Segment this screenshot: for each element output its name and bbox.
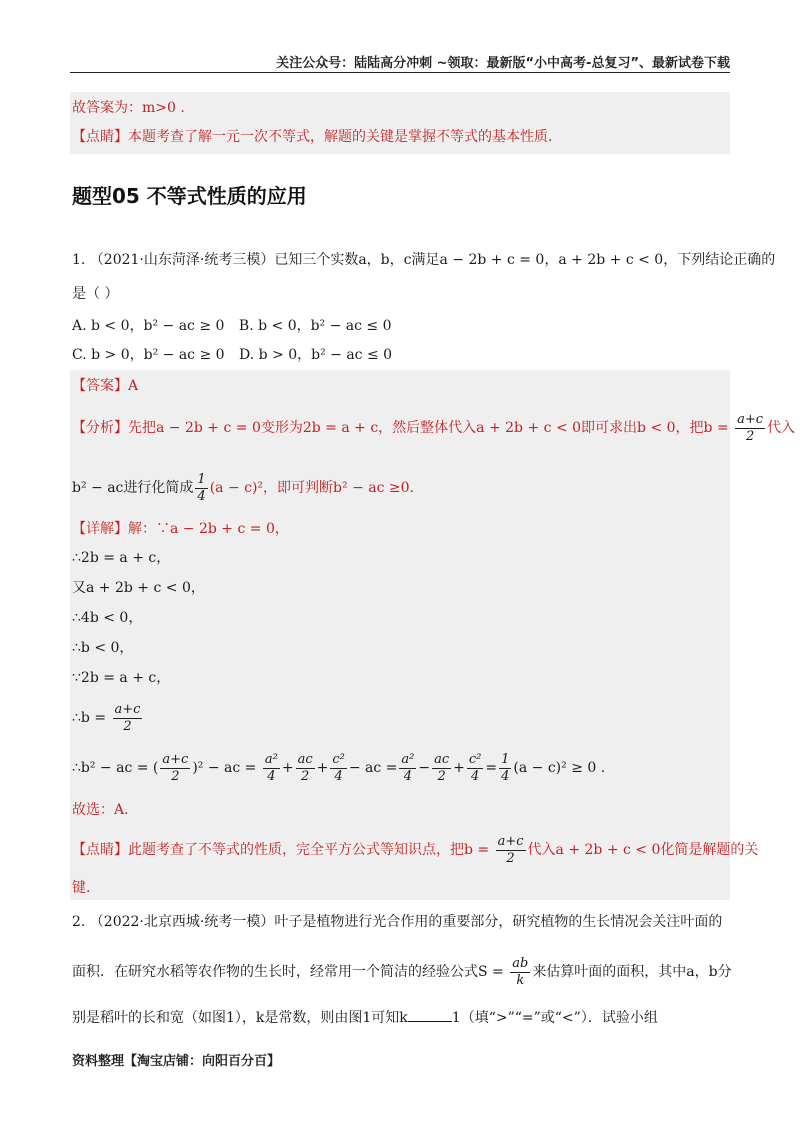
- q1-step-4: ∴b < 0，: [72, 640, 134, 656]
- frac-quarter-b: $\frac{1}{4}$: [501, 751, 510, 784]
- option-c: C. b > 0，b² − ac ≥ 0: [72, 347, 225, 363]
- section-title: 题型05 不等式性质的应用: [72, 184, 307, 208]
- fraction-b-value: $\frac{a+c}{2}$: [114, 701, 141, 734]
- frac-ac-2b: $\frac{ac}{2}$: [434, 751, 450, 784]
- previous-answer: 故答案为：m>0 .: [72, 100, 185, 116]
- fraction-ab-over-k: $\frac{ab}{k}$: [512, 955, 529, 988]
- fraction-a-plus-c-over-2: $\frac{a+c}{2}$: [737, 411, 764, 444]
- q1-options-cd: [72, 345, 730, 365]
- q2-line2-b: 来估算叶面的面积，其中a，b分: [532, 964, 732, 980]
- fraction-comment: $\frac{a+c}{2}$: [497, 833, 524, 866]
- analysis-text-end: 代入: [767, 420, 796, 436]
- q1-analysis-line2: [72, 468, 730, 508]
- analysis-text: 【分析】先把a − 2b + c = 0变形为2b = a + c，然后整体代入a + 2b + c < 0即可求出b < 0，把b =: [72, 420, 734, 436]
- q1-answer: 【答案】A: [72, 378, 139, 394]
- answer-blank[interactable]: [408, 1009, 452, 1022]
- step7-b: )² − ac =: [192, 760, 261, 776]
- frac-ac2: $\frac{a+c}{2}$: [162, 751, 189, 784]
- comment-text: 【点睛】此题考查了不等式的性质，完全平方公式等知识点，把b =: [72, 842, 494, 858]
- q1-options-ab: [72, 316, 730, 336]
- q1-choose: 故选：A.: [72, 802, 129, 818]
- q1-solution-block: [70, 370, 730, 900]
- frac-a2-4: $\frac{\text{a²}}{4}$: [264, 751, 278, 784]
- q2-line3-b: 1（填“>”“=”或“<”）．试验小组: [451, 1010, 658, 1026]
- header-rule: [70, 72, 730, 73]
- q1-analysis-line1: [72, 408, 796, 448]
- previous-comment: 【点睛】本题考查了解一元一次不等式，解题的关键是掌握不等式的基本性质．: [72, 129, 562, 145]
- q1-detail-head: 【详解】解：∵a − 2b + c = 0，: [72, 521, 289, 537]
- page-header: 关注公众号：陆陆高分冲刺 ~领取：最新版“小中高考-总复习”、最新试卷下载: [276, 56, 730, 71]
- q2-line3: [72, 1008, 730, 1028]
- frac-a2-4b: $\frac{\text{a²}}{4}$: [401, 751, 415, 784]
- q1-step-6: [72, 698, 730, 738]
- step7-c: (a − c)² ≥ 0 .: [513, 760, 606, 776]
- frac-c2-4b: $\frac{\text{c²}}{4}$: [468, 751, 482, 784]
- q1-comment-line2: 键.: [72, 880, 91, 896]
- q1-stem-cont: 是（ ）: [72, 286, 119, 302]
- analysis-text-2b: (a − c)²，即可判断b² − ac ≥0.: [209, 480, 414, 496]
- comment-text-end: 代入a + 2b + c < 0化简是解题的关: [527, 842, 759, 858]
- option-a: A. b < 0，b² − ac ≥ 0: [72, 318, 225, 334]
- analysis-text-2a: b² − ac进行化简成: [72, 480, 194, 496]
- q1-step-1: ∴2b = a + c，: [72, 550, 171, 566]
- page-footer: 资料整理【淘宝店铺：向阳百分百】: [72, 1054, 281, 1069]
- q1-stem: 1. （2021·山东菏泽·统考三模）已知三个实数a，b，c满足a − 2b + c = 0，a + 2b + c < 0，下列结论正确的: [72, 252, 776, 268]
- frac-ac-2: $\frac{ac}{2}$: [297, 751, 313, 784]
- step7-a: ∴b² − ac = (: [72, 760, 159, 776]
- step6-text: ∴b =: [72, 710, 111, 726]
- q2-line2: [72, 952, 730, 992]
- q1-step-2: 又a + 2b + c < 0，: [72, 580, 205, 596]
- q1-step-7: ∴b² − ac = ( $\frac{a+c}{2}$ )² − ac = $\frac{\text{a²}}{4}$ + $\frac{ac}{2}$ + $\frac{\text{c²}}{4}$ − ac = $\frac{\text{a²}}{4}$ − $\frac{ac}{2}$ + $\frac{\text{c²}}{4}$ = $\frac{1}{4}$ (a − c)² ≥ 0 .: [72, 751, 606, 784]
- q1-step-5: ∵2b = a + c，: [72, 670, 171, 686]
- frac-c2-4: $\frac{\text{c²}}{4}$: [332, 751, 345, 784]
- q2-line3-a: 别是稻叶的长和宽（如图1），k是常数，则由图1可知k: [72, 1010, 408, 1026]
- q2-line1: 2. （2022·北京西城·统考一模）叶子是植物进行光合作用的重要部分，研究植物的生长情况会关注叶面的: [72, 914, 723, 930]
- option-b: B. b < 0，b² − ac ≤ 0: [238, 318, 392, 334]
- q1-comment-line1: [72, 830, 759, 870]
- option-d: D. b > 0，b² − ac ≤ 0: [239, 347, 393, 363]
- q1-step-3: ∴4b < 0，: [72, 610, 143, 626]
- q2-line2-a: 面积．在研究水稻等农作物的生长时，经常用一个简洁的经验公式S =: [72, 964, 509, 980]
- fraction-one-quarter: $\frac{1}{4}$: [197, 471, 206, 504]
